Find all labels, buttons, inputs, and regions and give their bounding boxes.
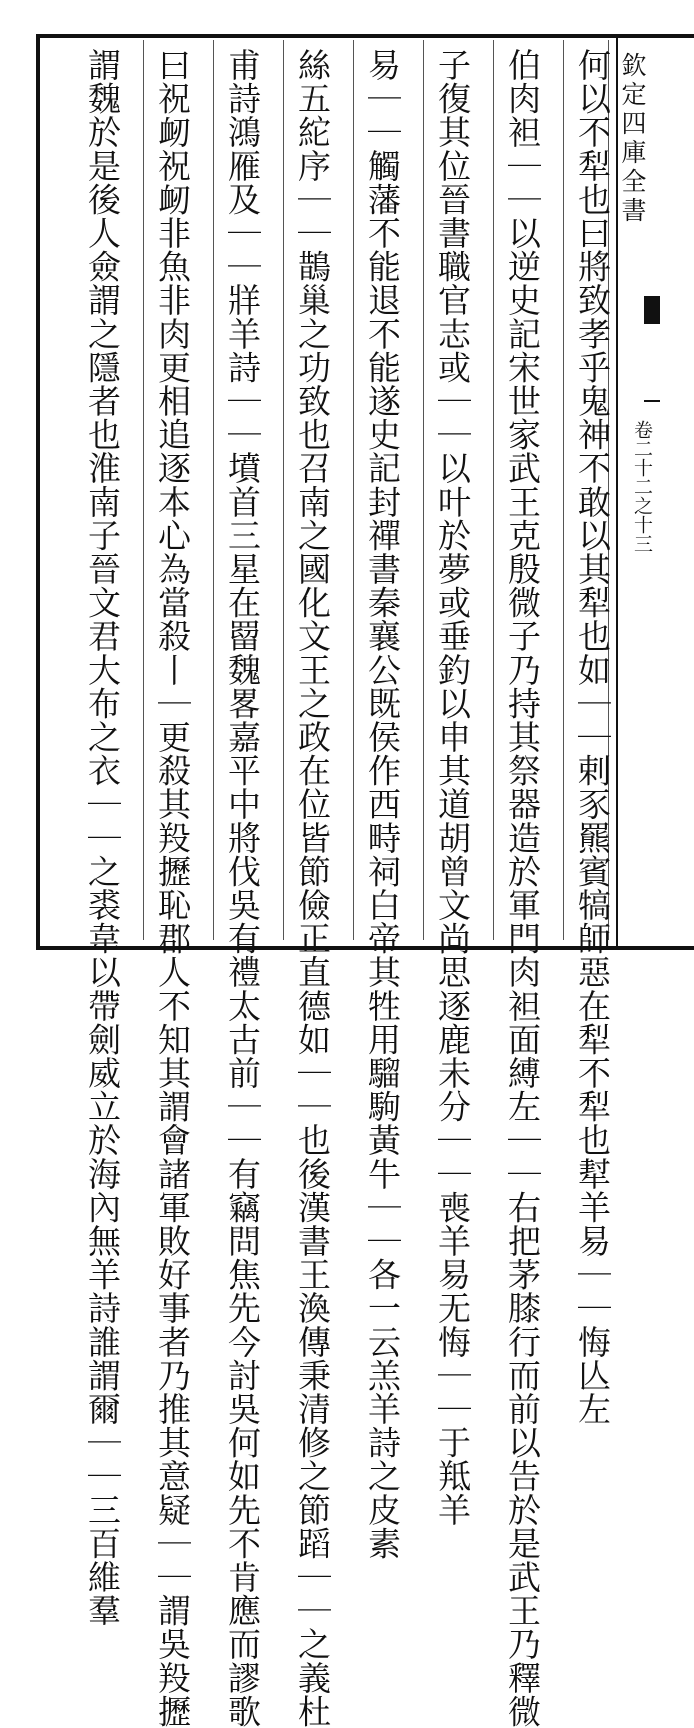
column-rule bbox=[213, 40, 214, 940]
column-rule bbox=[493, 40, 494, 940]
text-column-8: 謂魏於是後人僉謂之隱者也淮南子晉文君大布之衣｜｜之裘韋以帶劍威立於海內無羊詩誰謂爾｜｜三百維羣 bbox=[83, 48, 122, 1628]
text-column-6: 甫詩鴻雁及｜｜牂羊詩｜｜墳首三星在罶魏畧嘉平中將伐吳有禮太古前｜｜有竊問焦先今討吳何如先不肯應而謬歌 bbox=[223, 48, 262, 1728]
edge-rule-top bbox=[644, 400, 660, 402]
section-label: 卷二十二之十三 bbox=[631, 420, 653, 553]
fishtail-mark bbox=[644, 296, 660, 324]
column-rule bbox=[283, 40, 284, 940]
text-column-4: 易｜｜觸藩不能退不能遂史記封禪書秦襄公既侯作西畤祠白帝其牲用騮駒黃牛｜｜各一云羔羊詩之皮素 bbox=[363, 48, 402, 1560]
book-title: 欽定四庫全書 bbox=[618, 52, 647, 226]
column-rule bbox=[563, 40, 564, 940]
column-rule bbox=[353, 40, 354, 940]
text-column-5: 絲五紽序｜｜鵲巢之功致也召南之國化文王之政在位皆節儉正直德如｜｜也後漢書王渙傳秉清修之節蹈｜｜之義杜 bbox=[293, 48, 332, 1728]
text-column-3: 子復其位晉書職官志或｜｜以叶於夢或垂釣以申其道胡曾文尚思逐鹿未分｜｜喪羊易无悔｜｜于羝羊 bbox=[433, 48, 472, 1527]
column-rule bbox=[143, 40, 144, 940]
text-column-1: 何以不犁也曰將致孝乎鬼神不敢以其犁也如｜｜剌豕羆賓犒師惡在犁不犁也犎羊易｜｜悔亾左 bbox=[573, 48, 612, 1426]
text-column-2: 伯肉袒｜｜以逆史記宋世家武王克殷微子乃持其祭器造於軍門肉袒面縛左｜｜右把茅膝行而前以告於是武王乃釋微 bbox=[503, 48, 542, 1728]
column-rule bbox=[423, 40, 424, 940]
text-column-7: 曰祝衂祝衂非魚非肉更相追逐本心為當殺丨｜更殺其羖攊恥郡人不知其謂會諸軍敗好事者乃推其意疑｜｜謂吳羖攊 bbox=[153, 48, 192, 1728]
